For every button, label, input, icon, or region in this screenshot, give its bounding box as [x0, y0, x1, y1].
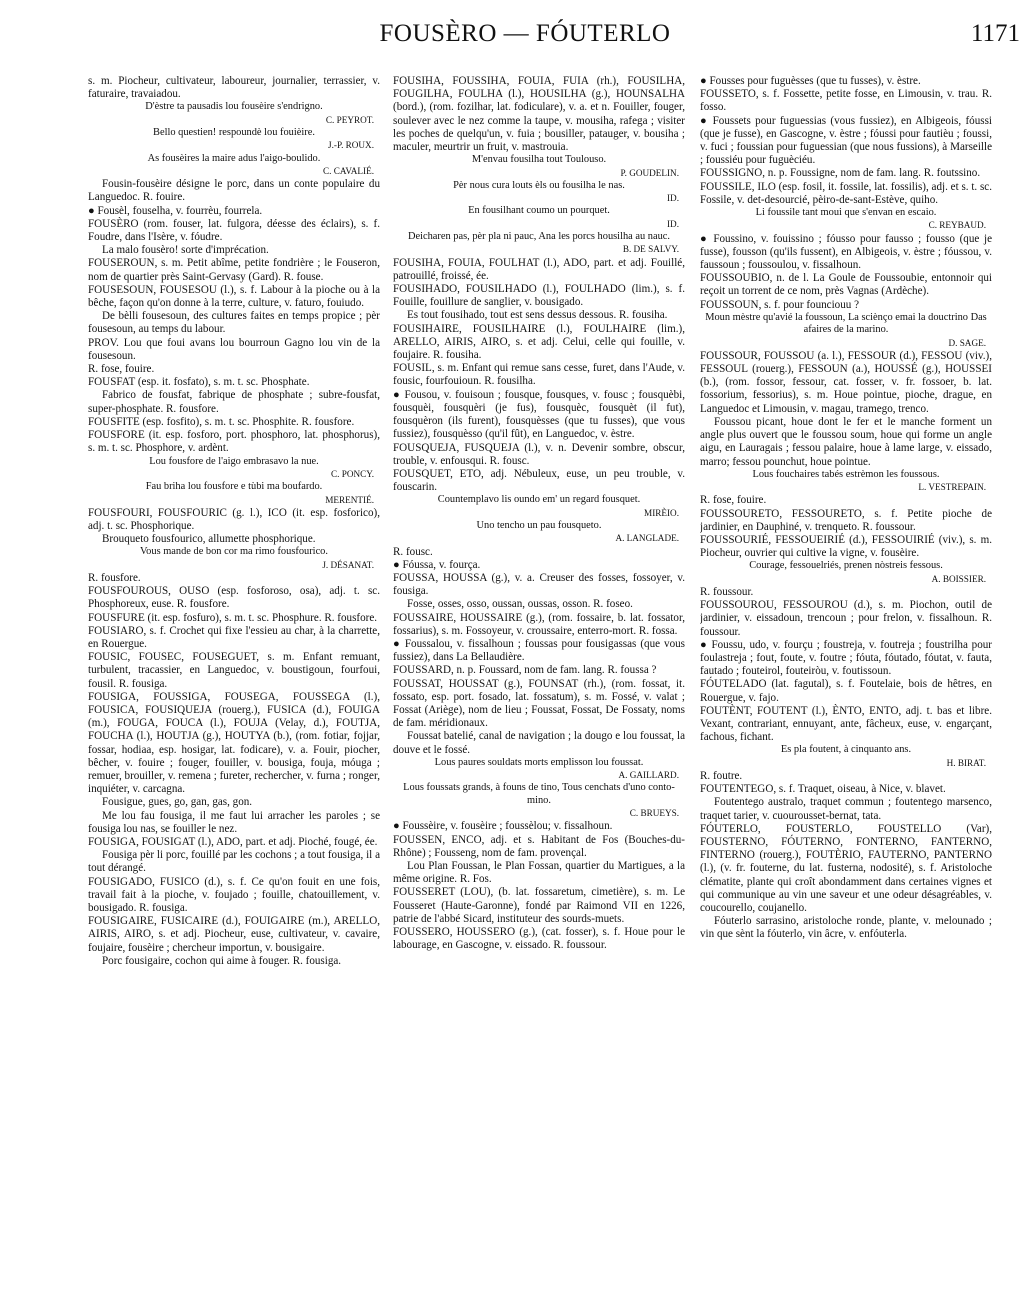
- usage-example: Es tout fousihado, tout est sens dessus dessous. R. fousiha.: [407, 309, 668, 322]
- citation-author: J. DÉSANAT.: [322, 559, 374, 570]
- dictionary-entry: FÓUTERLO, FOUSTERLO, FOUSTELLO (Var), FOUSTERNO, FÓUTERNO, FONTERNO, FANTERNO, FINTERNO (rouerg.), FOUTÈRIO, FAUTERNO, PANTERNO (l.), (v. fr. fouterne, du lat. fusterna, nodosité), s. f. Aristoloche clématite, plante qui croît abondamment dans certaines vignes et qui communique au vin une saveur et une odeur désagréables, v. coucourello, coujanello.: [700, 822, 992, 915]
- column-right: [700, 75, 992, 1293]
- citation-author: C. CAVALIÉ.: [323, 166, 374, 177]
- citation-author: A. BOISSIER.: [931, 573, 986, 584]
- dictionary-entry: FOUSEROUN, s. m. Petit abîme, petite fondrière ; le Fouseron, nom de quartier près Saint-Gervasy (Gard). R. fouse.: [88, 257, 380, 283]
- dictionary-entry: FOUSQUEJA, FUSQUEJA (l.), v. n. Devenir sombre, obscur, trouble, v. enfousqui. R. fousc.: [393, 441, 685, 467]
- citation-quote: Li foussile tant moui que s'envan en escaio.: [755, 207, 937, 219]
- usage-example: Foussou picant, houe dont le fer et le manche forment un angle plus ouvert que le foussou soum, houe qui forme un angle aigu, en Lauragais ; fessou palaire, houe à lame large, v. eissado, marro; fessou pounchut, houe pointue.: [700, 415, 992, 468]
- dictionary-entry: ● Foussèire, v. fousèire ; foussèlou; v. fissalhoun.: [393, 820, 613, 833]
- page-header: [60, 20, 1020, 60]
- dictionary-entry: FOUSFOURI, FOUSFOURIC (g. l.), ICO (it. esp. fosforico), adj. t. sc. Phosphorique.: [88, 506, 380, 532]
- usage-example: Foutentego australo, traquet commun ; foutentego marsenco, traquet tarier, v. cuourousset-bernat, tata.: [700, 796, 992, 822]
- dictionary-entry: R. fousfore.: [88, 571, 141, 584]
- dictionary-entry: FOUTENTEGO, s. f. Traquet, oiseau, à Nice, v. blavet.: [700, 783, 946, 796]
- dictionary-entry: FOUSFITE (esp. fosfito), s. m. t. sc. Phosphite. R. fousfore.: [88, 415, 355, 428]
- dictionary-entry: FÓUTELADO (lat. fagutal), s. f. Foutelaie, bois de hêtres, en Rouergue, v. fajo.: [700, 678, 992, 704]
- usage-example: De bèlli fousesoun, des cultures faites en temps propice ; pèr fousesoun, au temps du labour.: [88, 310, 380, 336]
- dictionary-entry: R. foussour.: [700, 585, 754, 598]
- citation-quote: Uno tencho un pau fousqueto.: [476, 519, 602, 531]
- citation-author: L. VESTREPAIN.: [918, 482, 986, 493]
- dictionary-entry: FOUSSA, HOUSSA (g.), v. a. Creuser des fosses, fossoyer, v. fousiga.: [393, 571, 685, 598]
- dictionary-entry: FOUSSEN, ENCO, adj. et s. Habitant de Fos (Bouches-du-Rhône) ; Fousseng, nom de fam. provençal.: [393, 833, 685, 859]
- dictionary-entry: FOUSIHA, FOUIA, FOULHAT (l.), ADO, part. et adj. Fouillé, patrouillé, froissé, ée.: [393, 256, 685, 282]
- dictionary-entry: FOUSFAT (esp. it. fosfato), s. m. t. sc. Phosphate.: [88, 376, 310, 389]
- usage-example: Fousigue, gues, go, gan, gas, gon.: [102, 796, 253, 809]
- dictionary-entry: FOUSIGA, FOUSSIGA, FOUSEGA, FOUSSEGA (l.), FOUSICA, FOUSIQUEJA (rouerg.), FUSICA (d.), FOUIGA (m.), FOUGA, FOUCA (l.), FOUJA (Velay, d.), FOUTJA, FOUCHA (l.), HOUTJA (g.), HOUTYA (b.), (rom. fotiar, fojjar, fossar, hodiaa, esp. hosigar, lat. fodicare), v. a. Fouir, piocher, bêcher, v. fouire ; fouger, fouiller, v. bousiga, fouja, móuga ; remuer, brouiller, v. remena ; fureter, rechercher, v. furna ; ronger, inquiéter, v. carcagna.: [88, 690, 380, 796]
- dictionary-entry: FOUSSOURIÉ, FESSOUEIRIÉ (d.), FESSOUIRIÉ (viv.), s. m. Piocheur, ouvrier qui cultive la vigne, v. fousèire.: [700, 533, 992, 560]
- citation-author: B. DE SALVY.: [622, 244, 679, 255]
- dictionary-entry: FOUSFOUROUS, OUSO (esp. fosforoso, osa), adj. t. sc. Phosphoreux, euse. R. fousfore.: [88, 585, 380, 611]
- citation-quote: As fousèires la maire adus l'aigo-boulido.: [147, 152, 321, 164]
- citation-quote: M'envau fousilha tout Toulouso.: [471, 154, 607, 166]
- citation-quote: Lous foussats grands, à founs de tino, Tous cenchats d'uno conto-mino.: [403, 782, 675, 806]
- dictionary-entry: FOUSSERET (LOU), (b. lat. fossaretum, cimetière), s. m. Le Fousseret (Haute-Garonne), fondé par Raimond VII en 1226, patrie de l'abbé Sicard, instituteur des sourds-muets.: [393, 886, 685, 925]
- dictionary-entry: FOUSFURE (it. esp. fosfuro), s. m. t. sc. Phosphure. R. fousfore.: [88, 611, 378, 624]
- citation-author: D. SAGE.: [948, 337, 986, 348]
- usage-example: Fousiga pèr li porc, fouillé par les cochons ; a tout fousiga, il a tout dérangé.: [88, 849, 380, 875]
- dictionary-entry: ● Foussalou, v. fissalhoun ; foussas pour fousigassas (que vous fussiez), dans La Bellaudière.: [393, 637, 685, 664]
- dictionary-entry: FOUSSOUROU, FESSOUROU (d.), s. m. Piochon, outil de jardinier, v. eissadoun, trencoun ; pour frelon, v. fissalhoun. R. foussour.: [700, 599, 992, 638]
- dictionary-entry: FOUSSAT, HOUSSAT (g.), FOUNSAT (rh.), (rom. fossat, it. fossato, esp. port. fosado, lat. fossatum), s. m. Fossé, v. valat ; Fossat (Ariège), nom de lieu ; Foussat, Fossat, De Fossaty, noms de fam. méridionaux.: [393, 677, 685, 730]
- dictionary-entry: FOUSIC, FOUSEC, FOUSEGUET, s. m. Enfant remuant, turbulent, tracassier, en Languedoc, v. boustigoun, fourfoui, fousil. R. fousiga.: [88, 651, 380, 690]
- dictionary-entry: R. foutre.: [700, 769, 743, 782]
- dictionary-entry: R. fose, fouire.: [88, 363, 155, 376]
- dictionary-entry: R. fousc.: [393, 545, 433, 558]
- usage-example: Porc fousigaire, cochon qui aime à fouger. R. fousiga.: [102, 954, 342, 967]
- dictionary-entry: FOUSSOURETO, FESSOURETO, s. f. Petite pioche de jardinier, en Dauphiné, v. trenqueto. R. foussour.: [700, 507, 992, 533]
- dictionary-entry: FOUSIL, s. m. Enfant qui remue sans cesse, furet, dans l'Aude, v. fousic, fourfouioun. R. fousilha.: [393, 362, 685, 388]
- page-number: 1171: [970, 20, 1020, 47]
- dictionary-entry: ● Fousèl, fouselha, v. fourrèu, fourrela.: [88, 204, 263, 217]
- citation-quote: Fau briha lou fousfore e tùbi ma boufardo.: [145, 481, 323, 493]
- dictionary-entry: FOUSIHA, FOUSSIHA, FOUIA, FUIA (rh.), FOUSILHA, FOUGILHA, FOULHA (l.), HOUSILHA (g.), HOUNSALHA (bord.), (rom. fozilhar, lat. fodiculare), v. a. et n. Fouiller, fouger, soulever avec le nez comme la taupe, v. mousiha, rafega ; visiter les poches de quelqu'un, v. fuia ; bousiller, patauger, v. bousiha ; maculer, meurtrir un fruit, v. mastrouia.: [393, 75, 685, 154]
- dictionary-entry: FOUSSOUR, FOUSSOU (a. l.), FESSOUR (d.), FESSOU (viv.), FESSOUL (rouerg.), FESSOUN (a.), HOUSSÉ (g.), HOUSSEI (b.), (rom. fossor, fessour, cat. fosser, v. fr. fossoer, b. lat. fossorium, fessorius), s. m. Houe pointue, pioche, drague, en Languedoc et Limousin, v. magau, tramego, trenco.: [700, 349, 992, 415]
- citation-author: A. LANGLADE.: [615, 533, 679, 544]
- citation-quote: Lous fouchaires tabés estrèmon les foussous.: [752, 468, 940, 480]
- citation-author: ID.: [667, 218, 679, 229]
- citation-quote: Moun mèstre qu'avié la foussoun, La sciènço emai la douctrino Das afaires de la marino.: [705, 311, 987, 336]
- dictionary-entry: ● Foussets pour fuguessias (vous fussiez), en Albigeois, fóussi (que je fusse), en Gascogne, v. èstre ; fóussi pour fautièu ; foussi, v. fuci ; foussian pour fuguessian (que nous fussions), à Marseille ; foussiéu pour fuguèciéu.: [700, 114, 992, 167]
- dictionary-entry: FOUSIGA, FOUSIGAT (l.), ADO, part. et adj. Pioché, fougé, ée.: [88, 836, 378, 848]
- citation-author: J.-P. ROUX.: [328, 140, 374, 151]
- citation-quote: Pèr nous cura louts èls ou fousilha le nas.: [453, 179, 625, 191]
- citation-author: MERENTIÉ.: [325, 494, 374, 505]
- citation-quote: Countemplavo lis oundo em' un regard fousquet.: [437, 494, 641, 506]
- dictionary-entry: FOUSSERO, HOUSSERO (g.), (cat. fosser), s. f. Houe pour le labourage, en Gascogne, v. eissado. R. foussour.: [393, 926, 685, 952]
- dictionary-entry: ● Fóussa, v. fourça.: [393, 558, 481, 571]
- dictionary-entry: FOUSIGAIRE, FUSICAIRE (d.), FOUIGAIRE (m.), ARELLO, AIRIS, AIRO, s. et adj. Piocheur, euse, cultivateur, v. cavaire, foujaire, fousèire ; chercheur importun, v. bousigaire.: [88, 915, 380, 954]
- dictionary-entry: FOUSIGADO, FUSICO (d.), s. f. Ce qu'on fouit en une fois, travail fait à la pioche, v. foujado ; fouille, chatouillement, v. bousigado. R. fousiga.: [88, 875, 380, 915]
- usage-example: Me lou fau fousiga, il me faut lui arracher les paroles ; se fousiga lou nas, se fouiller le nez.: [88, 809, 380, 835]
- dictionary-entry: FOUSIARO, s. f. Crochet qui fixe l'essieu au char, à la charrette, en Rouergue.: [88, 624, 380, 650]
- dictionary-entry: ● Fousou, v. fouisoun ; fousque, fousques, v. fousc ; fousquèbi, fousquèi, fousquèri (je fus), fousquèc, fousquèt (il fut), fousquèron (ils furent), fousquèsses (que tu fusses), que vous fussiez), fousquèsso (qu'il fût), en Languedoc, v. èstre.: [393, 388, 685, 441]
- citation-author: A. GAILLARD.: [618, 770, 679, 781]
- dictionary-entry: FOUSSIGNO, n. p. Foussigne, nom de fam. lang. R. foutssino.: [700, 167, 981, 180]
- usage-example: Fabrico de fousfat, fabrique de phosphate ; subre-fousfat, super-phosphate. R. fousfore.: [88, 389, 380, 415]
- dictionary-entry: FOUSSOUBIO, n. de l. La Goule de Foussoubie, entonnoir qui reçoit un torrent de ce nom, près Vagnas (Ardèche).: [700, 272, 992, 298]
- citation-quote: Vous mande de bon cor ma rimo fousfourico.: [140, 546, 328, 558]
- usage-example: La malo fousèro! sorte d'imprécation.: [102, 244, 269, 257]
- dictionary-entry: s. m. Piocheur, cultivateur, laboureur, journalier, terrassier, v. faturaire, travaiadou.: [88, 75, 380, 101]
- citation-quote: Courage, fessouelriés, prenen nòstreis fessous.: [749, 560, 943, 572]
- dictionary-entry: FOUSSARD, n. p. Foussard, nom de fam. lang. R. foussa ?: [393, 664, 657, 677]
- usage-example: Brouqueto fousfourico, allumette phosphorique.: [102, 533, 316, 546]
- dictionary-entry: ● Foussino, v. fouissino ; fóusso pour fausso ; fousso (que je fusse), fousson (qu'ils fussent), en Albigeois, v. èstre ; fóussou, v. faussoun ; foussoulou, v. fissalhoun.: [700, 232, 992, 272]
- dictionary-entry: FOUSÈRO (rom. fouser, lat. fulgora, déesse des éclairs), s. f. Foudre, dans l'Isère, v. fóudre.: [88, 217, 380, 244]
- dictionary-entry: FOUSSOUN, s. f. pour founciouu ?: [700, 298, 860, 311]
- usage-example: Fóuterlo sarrasino, aristoloche ronde, plante, v. melounado ; vin que sènt la fóuterlo, vin âcre, v. enfóuterla.: [700, 915, 992, 941]
- citation-author: C. PEYROT.: [325, 114, 374, 125]
- citation-author: C. PONCY.: [331, 468, 374, 479]
- dictionary-entry: FOUSESOUN, FOUSESOU (l.), s. f. Labour à la pioche ou à la bêche, façon qu'on donne à la terre, culture, v. faturo, fouiudo.: [88, 283, 380, 310]
- page-title: FOUSÈRO — FÓUTERLO: [379, 20, 671, 47]
- dictionary-entry: FOUSQUET, ETO, adj. Nébuleux, euse, un peu trouble, v. fouscarin.: [393, 467, 685, 494]
- citation-author: C. REYBAUD.: [928, 220, 986, 231]
- citation-author: H. BIRAT.: [946, 757, 986, 768]
- citation-author: MIRÈIO.: [644, 507, 679, 518]
- dictionary-entry: FOUSSAIRE, HOUSSAIRE (g.), (rom. fossaire, b. lat. fossator, fossarius), s. m. Fossoyeur, v. croussaire, enterro-mort. R. fossa.: [393, 611, 685, 637]
- usage-example: Fosse, osses, osso, oussan, oussas, osson. R. foseo.: [407, 598, 633, 611]
- dictionary-entry: FOUSIHADO, FOUSILHADO (l.), FOULHADO (lim.), s. f. Fouille, fouillure de sanglier, v. bousigado.: [393, 283, 685, 309]
- dictionary-entry: ● Foussu, udo, v. fourçu ; foustreja, v. foutreja ; foustrilha pour foulastreja ; fout, foute, v. foutre ; fóuta, fóutado, fóutat, v. fauta, fautado ; fouteirol, fouteiròu, v. foutissoun.: [700, 638, 992, 678]
- dictionary-entry: ● Fousses pour fuguèsses (que tu fusses), v. èstre.: [700, 75, 921, 87]
- citation-quote: Bello questien! respoundè lou fouièire.: [153, 127, 315, 139]
- dictionary-columns: [88, 75, 992, 1293]
- column-middle: [393, 75, 685, 1293]
- usage-example: Foussat batelié, canal de navigation ; la dougo e lou foussat, la douve et le fossé.: [393, 730, 685, 756]
- citation-quote: Lou fousfore de l'aigo embrasavo la nue.: [149, 455, 319, 467]
- citation-author: P. GOUDELIN.: [620, 167, 679, 178]
- dictionary-entry: FOUSSETO, s. f. Fossette, petite fosse, en Limousin, v. trau. R. fosso.: [700, 88, 992, 114]
- citation-quote: En fousilhant coumo un pourquet.: [468, 205, 610, 217]
- citation-author: C. BRUEYS.: [629, 808, 679, 819]
- dictionary-entry: FOUSSILE, ILO (esp. fosil, it. fossile, lat. fossilis), adj. et s. t. sc. Fossile, v. det-desourcié, pèiro-de-sant-Estève, quiho.: [700, 180, 992, 206]
- citation-quote: Deicharen pas, pèr pla ni pauc, Ana les porcs housilha au nauc.: [408, 231, 670, 243]
- column-left: [88, 75, 380, 1293]
- dictionary-entry: FOUSFORE (it. esp. fosforo, port. phosphoro, lat. phosphorus), s. m. t. sc. Phosphore, v. ardènt.: [88, 429, 380, 455]
- dictionary-entry: PROV. Lou que foui avans lou bourroun Gagno lou vin de la fousesoun.: [88, 336, 380, 362]
- usage-example: Fousin-fousèire désigne le porc, dans un conte populaire du Languedoc. R. fouire.: [88, 178, 380, 204]
- dictionary-entry: FOUTÈNT, FOUTENT (l.), ÈNTO, ENTO, adj. t. bas et libre. Vexant, contrariant, ennuyant, ante, fâcheux, euse, v. engarçant, fachous, fichant.: [700, 704, 992, 744]
- citation-author: ID.: [667, 193, 679, 204]
- citation-quote: Es pla foutent, à cinquanto ans.: [780, 744, 912, 756]
- citation-quote: Lous paures souldats morts emplisson lou foussat.: [434, 756, 644, 768]
- dictionary-entry: R. fose, fouire.: [700, 494, 767, 507]
- dictionary-entry: FOUSIHAIRE, FOUSILHAIRE (l.), FOULHAIRE (lim.), ARELLO, AIRIS, AIRO, s. et adj. Celui, celle qui fouille, v. foujaire. R. fousiha.: [393, 322, 685, 362]
- usage-example: Lou Plan Foussan, le Plan Fossan, quartier du Martigues, a la même origine. R. Fos.: [393, 860, 685, 886]
- citation-quote: D'èstre ta pausadis lou fousèire s'endrigno.: [145, 101, 323, 113]
